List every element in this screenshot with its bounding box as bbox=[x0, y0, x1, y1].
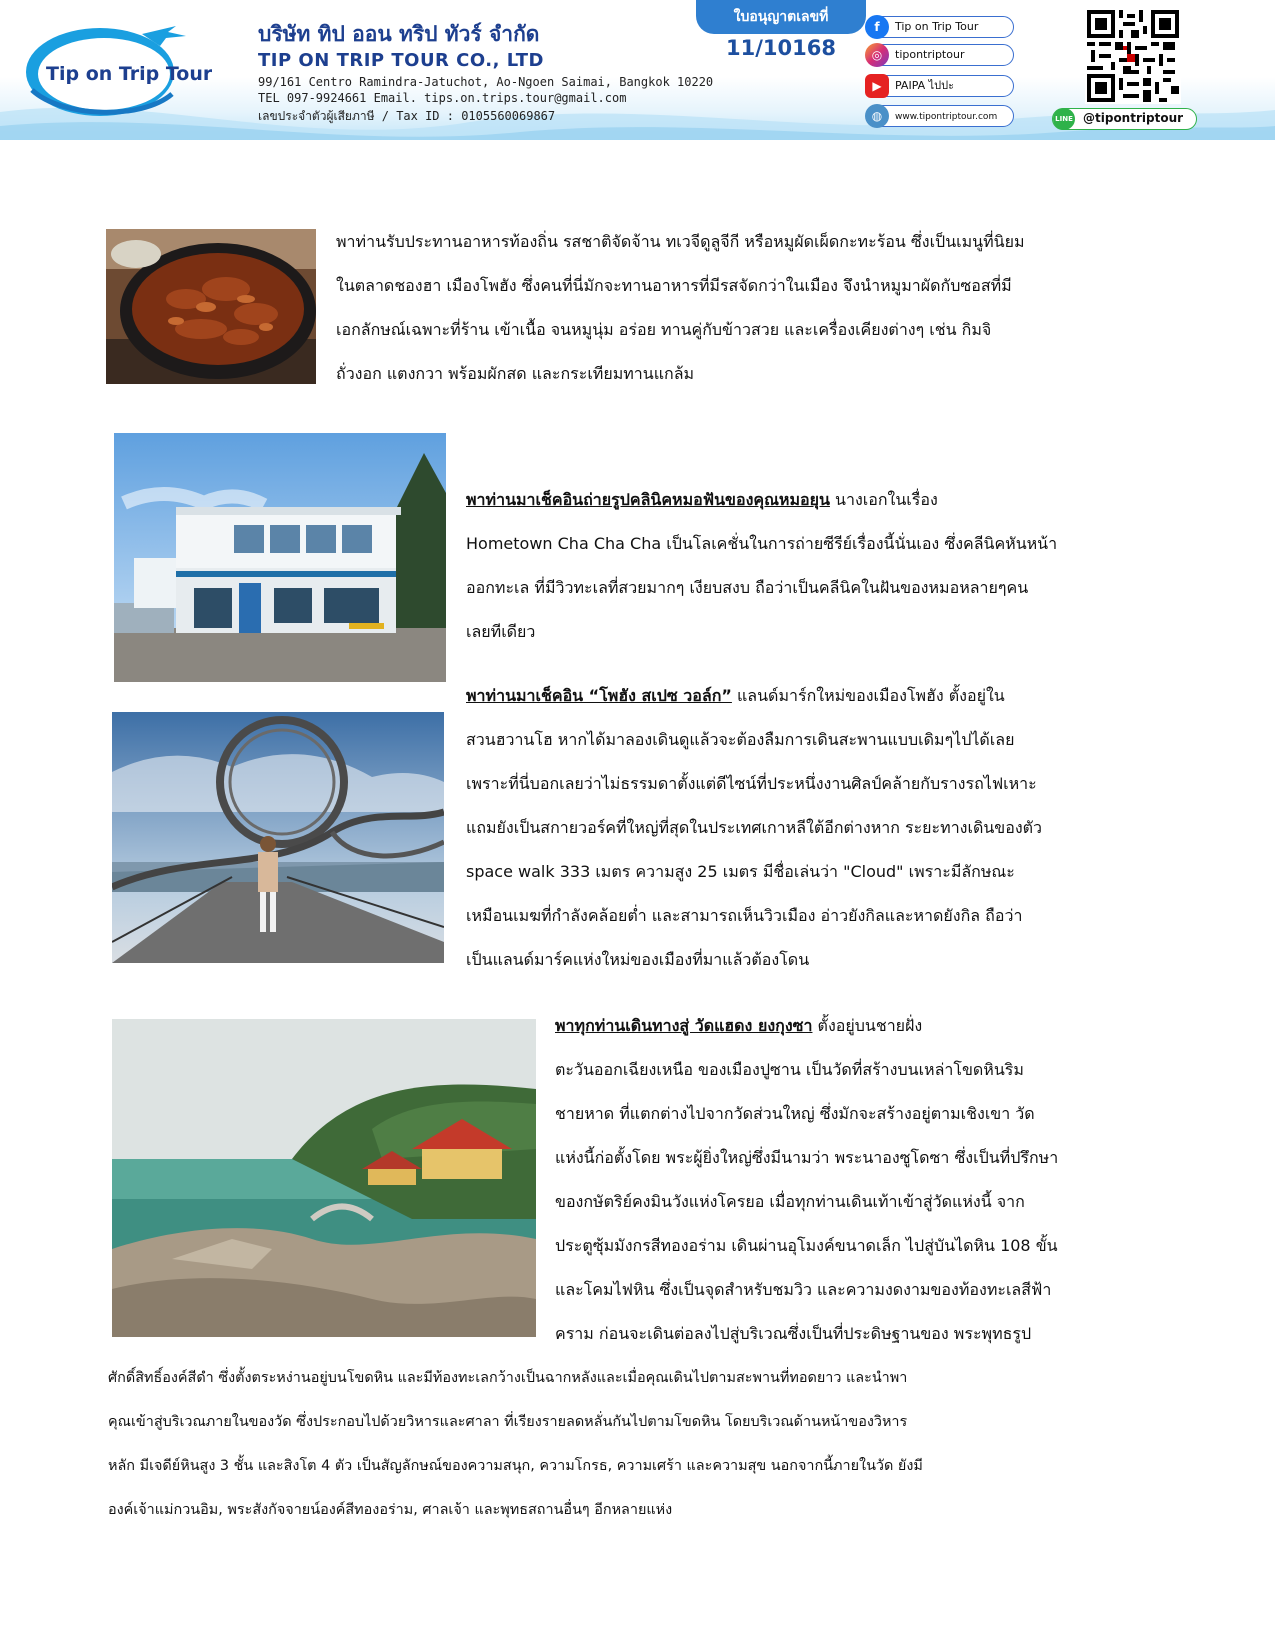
line-link[interactable] bbox=[1052, 108, 1197, 130]
instagram-icon: ◎ bbox=[865, 43, 889, 67]
space-walk-line: เพราะที่นี่บอกเลยว่าไม่ธรรมดาตั้งแต่ดีไซน์ที่ประหนึ่งงานศิลป์คล้ายกับรางรถไฟเหาะ bbox=[466, 774, 1037, 793]
food-description bbox=[336, 220, 1025, 396]
facebook-label: Tip on Trip Tour bbox=[895, 20, 979, 33]
facebook-icon: f bbox=[865, 15, 889, 39]
temple-line: ตะวันออกเฉียงเหนือ ของเมืองปูซาน เป็นวัดที่สร้างบนเหล่าโขดหินริม bbox=[555, 1060, 1024, 1079]
space-walk-heading: พาท่านมาเช็คอิน “โพฮัง สเปซ วอล์ก” bbox=[466, 686, 732, 705]
food-line: พาท่านรับประทานอาหารท้องถิ่น รสชาติจัดจ้าน ทเวจีดูลูจีกี หรือหมูผัดเผ็ดกะทะร้อน ซึ่งเป็นเมนูที่นิยม bbox=[336, 232, 1025, 251]
globe-icon: ◍ bbox=[865, 104, 889, 128]
temple-full-line: องค์เจ้าแม่กวนอิม, พระสังกัจจายน์องค์สีทองอร่าม, ศาลเจ้า และพุทธสถานอื่นๆ อีกหลายแห่ง bbox=[108, 1502, 673, 1518]
space-walk-line: เหมือนเมฆที่กำลังคล้อยต่ำ และสามารถเห็นวิวเมือง อ่าวยังกิลและหาดยังกิล ถือว่า bbox=[466, 906, 1023, 925]
temple-description bbox=[555, 1004, 1058, 1356]
food-line: เอกลักษณ์เฉพาะที่ร้าน เข้าเนื้อ จนหมูนุ่ม อร่อย ทานคู่กับข้าวสวย และเครื่องเคียงต่างๆ เช่น กิมจิ bbox=[336, 320, 992, 339]
temple-line: และโคมไฟหิน ซึ่งเป็นจุดสำหรับชมวิว และความงดงามของท้องทะเลสีฟ้า bbox=[555, 1280, 1052, 1299]
temple-description-continued bbox=[108, 1356, 923, 1532]
temple-full-line: ศักดิ์สิทธิ์องค์สีดำ ซึ่งตั้งตระหง่านอยู่บนโขดหิน และมีท้องทะเลกว้างเป็นฉากหลังและเมื่อคุณเดินไปตามสะพานที่ทอดยาว และนำพา bbox=[108, 1370, 908, 1386]
youtube-label: PAIPA ไปปะ bbox=[895, 79, 955, 92]
clinic-line: Hometown Cha Cha Cha เป็นโลเคชั่นในการถ่ายซีรีย์เรื่องนี้นั่นเอง ซึ่งคลีนิคหันหน้า bbox=[466, 534, 1058, 553]
license-number: 11/10168 bbox=[726, 36, 836, 60]
space-walk-line: สวนฮวานโฮ หากได้มาลองเดินดูแล้วจะต้องลืมการเดินสะพานแบบเดิมๆไปได้เลย bbox=[466, 730, 1015, 749]
temple-line: คราม ก่อนจะเดินต่อลงไปสู่บริเวณซึ่งเป็นที่ประดิษฐานของ พระพุทธรูป bbox=[555, 1324, 1032, 1343]
temple-heading-rest: ตั้งอยู่บนชายฝั่ง bbox=[812, 1016, 923, 1035]
space-walk-description bbox=[466, 674, 1042, 982]
line-icon: LINE bbox=[1053, 108, 1075, 130]
haedong-yonggungsa-temple-photo bbox=[112, 1019, 536, 1337]
facebook-link[interactable] bbox=[866, 16, 1014, 38]
space-walk-line: space walk 333 เมตร ความสูง 25 เมตร มีชื่อเล่นว่า "Cloud" เพราะมีลักษณะ bbox=[466, 862, 1015, 881]
logo-text: Tip on Trip Tour bbox=[46, 63, 212, 85]
temple-full-line: คุณเข้าสู่บริเวณภายในของวัด ซึ่งประกอบไปด้วยวิหารและศาลา ที่เรียงรายลดหลั่นกันไปตามโขดหิน โดยบริเวณด้านหน้าของวิหาร bbox=[108, 1414, 908, 1430]
temple-full-line: หลัก มีเจดีย์หินสูง 3 ชั้น และสิงโต 4 ตัว เป็นสัญลักษณ์ของความสนุก, ความโกรธ, ความเศร้า และความสุข นอกจากนี้ภายในวัด ยังมี bbox=[108, 1458, 923, 1474]
spicy-pork-photo bbox=[106, 229, 316, 384]
license-label: ใบอนุญาตเลขที่ bbox=[696, 0, 866, 34]
space-walk-line: เป็นแลนด์มาร์คแห่งใหม่ของเมืองที่มาแล้วต้องโดน bbox=[466, 950, 810, 969]
instagram-label: tipontriptour bbox=[895, 48, 965, 61]
space-walk-line-first bbox=[466, 674, 1042, 718]
company-name-thai: บริษัท ทิป ออน ทริป ทัวร์ จำกัด bbox=[258, 22, 540, 46]
company-name-english: TIP ON TRIP TOUR CO., LTD bbox=[258, 50, 544, 71]
temple-line: แห่งนี้ก่อตั้งโดย พระผู้ยิ่งใหญ่ซึ่งมีนามว่า พระนาองซูโดซา ซึ่งเป็นที่ปรึกษา bbox=[555, 1148, 1059, 1167]
clinic-heading: พาท่านมาเช็คอินถ่ายรูปคลินิคหมอฟันของคุณหมอยุน bbox=[466, 490, 830, 509]
temple-line: ประตูซุ้มมังกรสีทองอร่าม เดินผ่านอุโมงค์ขนาดเล็ก ไปสู่บันไดหิน 108 ขั้น bbox=[555, 1236, 1058, 1255]
letterhead bbox=[0, 0, 1275, 140]
dental-clinic-photo bbox=[114, 433, 446, 682]
food-line: ถั่วงอก แตงกวา พร้อมผักสด และกระเทียมทานแกล้ม bbox=[336, 364, 695, 383]
company-logo bbox=[22, 20, 212, 120]
website-link[interactable] bbox=[866, 105, 1014, 127]
company-tax-id: เลขประจำตัวผู้เสียภาษี / Tax ID : 0105560069867 bbox=[258, 109, 556, 123]
clinic-line-first bbox=[466, 478, 1057, 522]
space-walk-line: แถมยังเป็นสกายวอร์คที่ใหญ่ที่สุดในประเทศเกาหลีใต้อีกต่างหาก ระยะทางเดินของตัว bbox=[466, 818, 1043, 837]
instagram-link[interactable] bbox=[866, 44, 1014, 66]
qr-code[interactable] bbox=[1085, 8, 1181, 104]
company-address: 99/161 Centro Ramindra-Jatuchot, Ao-Ngoen Saimai, Bangkok 10220 bbox=[258, 75, 714, 89]
clinic-heading-rest: นางเอกในเรื่อง bbox=[829, 490, 938, 509]
youtube-link[interactable] bbox=[866, 75, 1014, 97]
clinic-line: ออกทะเล ที่มีวิวทะเลที่สวยมากๆ เงียบสงบ ถือว่าเป็นคลีนิคในฝันของหมอหลายๆคน bbox=[466, 578, 1029, 597]
clinic-line: เลยทีเดียว bbox=[466, 622, 536, 641]
temple-line: ของกษัตริย์คงมินวังแห่งโครยอ เมื่อทุกท่านเดินเท้าเข้าสู่วัดแห่งนี้ จาก bbox=[555, 1192, 1025, 1211]
line-label: @tipontriptour bbox=[1083, 111, 1184, 125]
youtube-icon: ▶ bbox=[865, 74, 889, 98]
temple-line-first bbox=[555, 1004, 1058, 1048]
website-label: www.tipontriptour.com bbox=[895, 112, 998, 122]
space-walk-heading-rest: แลนด์มาร์กใหม่ของเมืองโพฮัง ตั้งอยู่ใน bbox=[731, 686, 1005, 705]
temple-heading: พาทุกท่านเดินทางสู่ วัดแฮดง ยงกุงซา bbox=[555, 1016, 813, 1035]
space-walk-photo bbox=[112, 712, 444, 963]
food-line: ในตลาดชองฮา เมืองโพฮัง ซึ่งคนที่นี่มักจะทานอาหารที่มีรสจัดกว่าในเมือง จึงนำหมูมาผัดกับซอสที่มี bbox=[336, 276, 1012, 295]
clinic-description bbox=[466, 478, 1057, 654]
temple-line: ชายหาด ที่แตกต่างไปจากวัดส่วนใหญ่ ซึ่งมักจะสร้างอยู่ตามเชิงเขา วัด bbox=[555, 1104, 1035, 1123]
company-contact: TEL 097-9924661 Email. tips.on.trips.tour@gmail.com bbox=[258, 91, 627, 105]
